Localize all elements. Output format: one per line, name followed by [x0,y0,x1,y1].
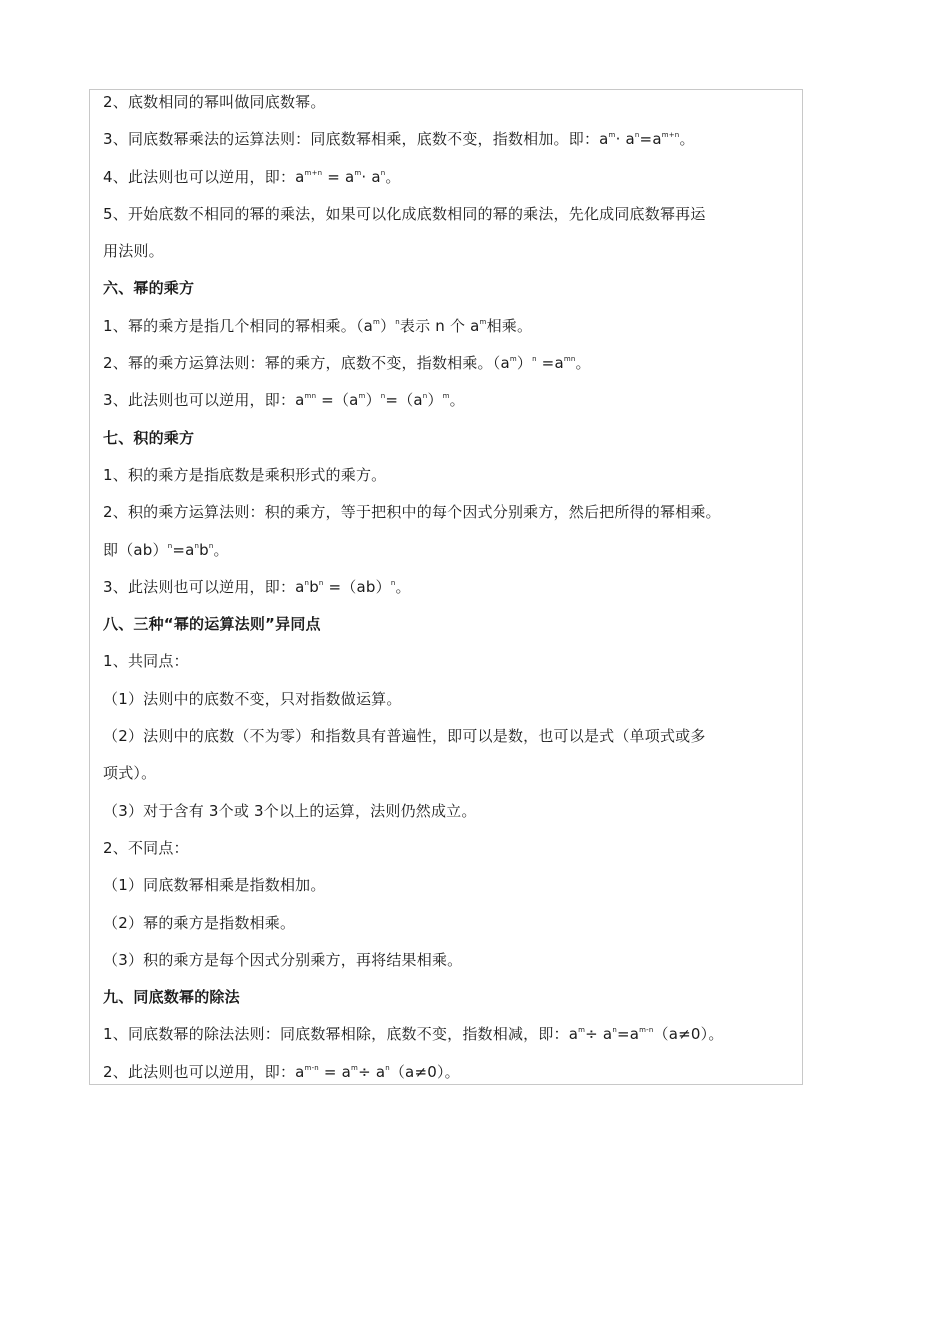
text-line: （3）积的乘方是每个因式分别乘方，再将结果相乘。 [103,950,463,969]
text-line: 2、幂的乘方运算法则：幂的乘方，底数不变，指数相乘。$(a^m)^n =a^{mn}$。 [103,354,591,373]
text-line: 1、幂的乘方是指几个相同的幂相乘。$(a^m)^n$表示 n 个 $a^m$相乘。 [103,316,533,335]
text-line: 1、共同点： [103,652,189,671]
text-line: 2、底数相同的幂叫做同底数幂。 [103,93,326,111]
text-line: 3、此法则也可以逆用，即：$a^{mn} =(a^m)^n=(a^n)^m$。 [103,391,465,410]
text-line: （3）对于含有 3个或 3个以上的运算，法则仍然成立。 [103,801,477,820]
text-line: （1）同底数幂相乘是指数相加。 [103,876,326,895]
text-line: 5、开始底数不相同的幂的乘法，如果可以化成底数相同的幂的乘法，先化成同底数幂再运 [103,204,706,223]
text-line: 用法则。 [103,242,164,261]
text-line: （1）法则中的底数不变，只对指数做运算。 [103,689,402,708]
document-body [103,84,793,1091]
text-line: 项式）。 [103,764,157,783]
section-heading: 六、幂的乘方 [103,279,195,298]
section-heading: 八、三种“幂的运算法则”异同点 [103,615,321,634]
text-line: 3、此法则也可以逆用，即：$a^nb^n =(ab)^n$。 [103,577,411,596]
text-line: （2）法则中的底数（不为零）和指数具有普遍性，即可以是数，也可以是式（单项式或多 [103,727,706,746]
text-line: 2、不同点： [103,838,189,857]
section-heading: 七、积的乘方 [103,428,195,447]
text-line: 即$(ab)^n=a^nb^n$。 [103,540,229,559]
text-line: 2、此法则也可以逆用，即：$a^{m-n} = a^m\div a^n(a\ne 0)$。 [103,1062,460,1081]
text-line: 2、积的乘方运算法则：积的乘方，等于把积中的每个因式分别乘方，然后把所得的幂相乘。 [103,503,721,522]
text-line: （2）幂的乘方是指数相乘。 [103,913,296,932]
text-line: 3、同底数幂乘法的运算法则：同底数幂相乘，底数不变，指数相加。即：$a^m\cdot a^n=a^{m+n}$。 [103,130,695,149]
text-line: 1、同底数幂的除法法则：同底数幂相除，底数不变，指数相减，即：$a^m\div a^n=a^{m-n}(a\ne 0)$。 [103,1025,724,1044]
text-line: 4、此法则也可以逆用，即：$a^{m+n} = a^m\cdot a^n$。 [103,167,401,186]
text-line: 1、积的乘方是指底数是乘积形式的乘方。 [103,465,387,484]
section-heading: 九、同底数幂的除法 [103,988,240,1007]
